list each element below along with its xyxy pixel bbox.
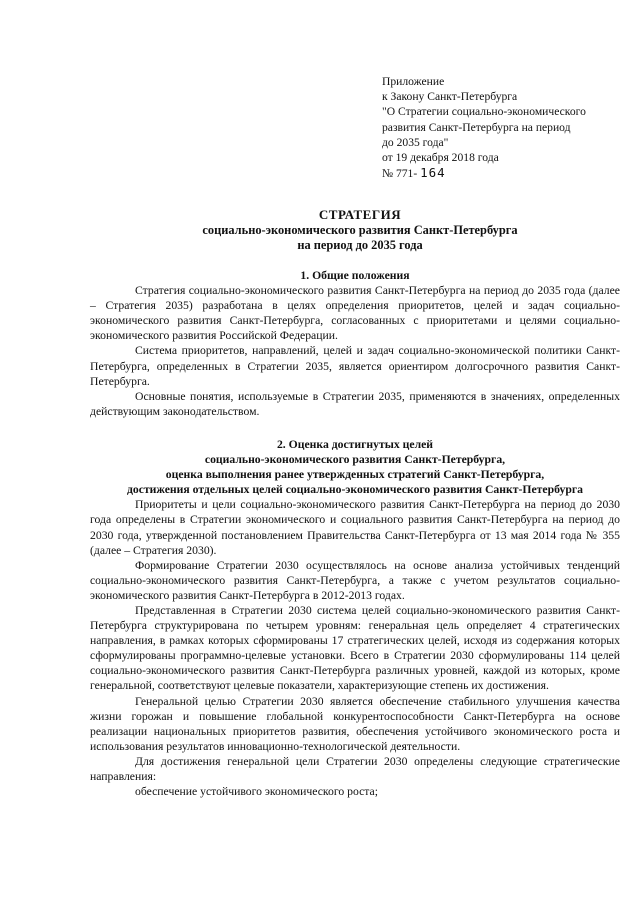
title-main: СТРАТЕГИЯ [318, 207, 402, 222]
document-body [90, 268, 620, 799]
paragraph: Для достижения генеральной цели Стратегии 2030 определены следующие стратегические направления: [90, 754, 620, 783]
paragraph: Приоритеты и цели социально-экономического развития Санкт-Петербурга на период до 2030 года определены в Стратегии экономического и социального развития Санкт-Петербурга на период до 2030 года, утвержденной постановлением Правительства Санкт-Петербурга от 13 мая 2014 года № 355 (далее – Стратегия 2030). [90, 498, 620, 557]
list-item: обеспечение устойчивого экономического роста; [135, 785, 378, 799]
title-line: социально-экономического развития Санкт-Петербурга [202, 223, 518, 237]
paragraph: Основные понятия, используемые в Стратегии 2035, применяются в значениях, определенных действующим законодательством. [90, 389, 620, 418]
law-number-prefix: № 771- [382, 167, 418, 181]
section-heading: достижения отдельных целей социально-экономического развития Санкт-Петербурга [127, 483, 583, 497]
annex-line: "О Стратегии социально-экономического [382, 105, 586, 119]
section-heading: 1. Общие положения [300, 269, 410, 282]
paragraph: Генеральной целью Стратегии 2030 является обеспечение стабильного улучшения качества жизни горожан и повышение глобальной конкурентоспособности Санкт-Петербурга на основе реализации национальных приоритетов развития, обеспечения устойчивого экономического роста и использования результатов инновационно-технологической деятельности. [90, 694, 620, 753]
annex-line: до 2035 года" [382, 135, 449, 149]
law-number-handwritten: 164 [420, 165, 446, 181]
document-title [90, 207, 630, 253]
section-heading: 2. Оценка достигнутых целей [276, 437, 434, 451]
annex-line: развития Санкт-Петербурга на период [382, 120, 571, 134]
section-gap [90, 419, 620, 437]
annex-line: от 19 декабря 2018 года [382, 151, 499, 165]
paragraph: Система приоритетов, направлений, целей и задач социально-экономической политики Санкт-Петербурга, определенных в Стратегии 2035, является ориентиром долгосрочного развития Санкт-Петербурга. [90, 344, 620, 388]
paragraph: Стратегия социально-экономического развития Санкт-Петербурга на период до 2035 года (далее – Стратегия 2035) разработана в целях определения приоритетов, целей и задач социально-экономического развития Санкт-Петербурга, согласованных с приоритетами и целями социально-экономического развития Российской Федерации. [90, 284, 620, 343]
section-heading: социально-экономического развития Санкт-Петербурга, [204, 453, 506, 467]
paragraph: Представленная в Стратегии 2030 система целей социально-экономического развития Санкт-Петербурга структурирована по четырем уровням: генеральная цель определяет 4 стратегических направления, в рамках которых сформированы 17 стратегических целей, исходя из содержания которых сформулированы программно-целевые установки. Всего в Стратегии 2030 сформулированы 114 целей социально-экономического развития Санкт-Петербурга различных уровней, каждой из которых, кроме генеральной, соответствуют целевые показатели, характеризующие степень их достижения. [90, 603, 620, 693]
annex-block [382, 74, 586, 181]
annex-line: к Закону Санкт-Петербурга [382, 90, 518, 104]
paragraph: Формирование Стратегии 2030 осуществлялось на основе анализа устойчивых тенденций социально-экономического развития Санкт-Петербурга, а также с учетом результатов социально-экономического развития Санкт-Петербурга в 2012-2013 годах. [90, 558, 620, 602]
title-line: на период до 2035 года [297, 238, 423, 252]
annex-line: Приложение [382, 75, 445, 88]
section-heading: оценка выполнения ранее утвержденных стратегий Санкт-Петербурга, [165, 468, 545, 482]
law-number [382, 165, 586, 181]
